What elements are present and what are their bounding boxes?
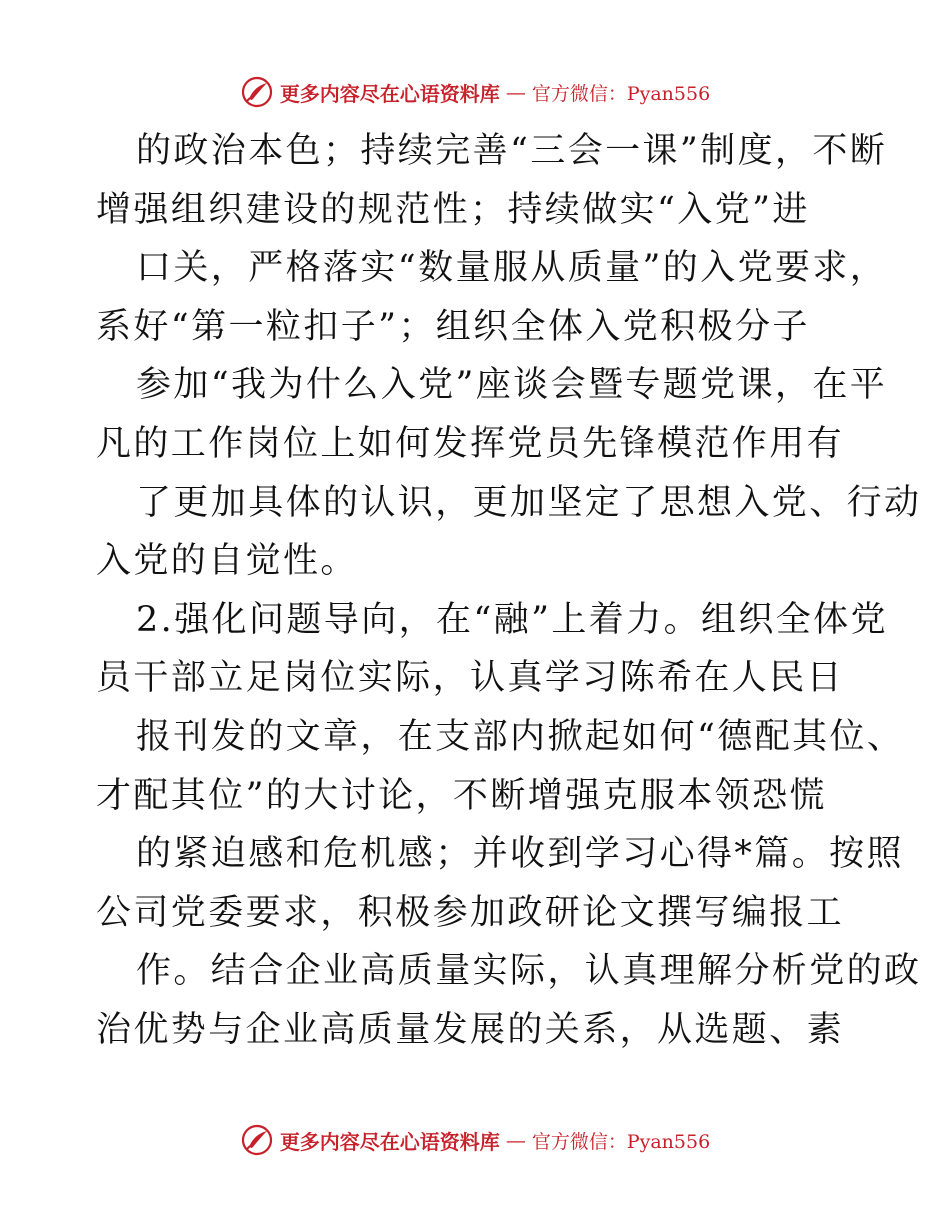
text-line: 增强组织建设的规范性；持续做实“入党”进 [96,189,810,230]
footer-banner-separator: — [505,1128,526,1152]
header-banner-separator: — [505,80,526,104]
text-line: 员干部立足岗位实际，认真学习陈希在人民日 [96,658,845,699]
text-line: 口关，严格落实“数量服从质量”的入党要求， [136,248,888,289]
footer-banner-text: 更多内容尽在心语资料库 [279,1129,500,1154]
text-line: 了更加具体的认识，更加坚定了思想入党、行动 [136,482,922,523]
text-line: 治优势与企业高质量发展的关系，从选题、素 [96,1009,845,1050]
text-line: 才配其位”的大讨论，不断增强克服本领恐慌 [96,775,827,816]
text-line: 2.强化问题导向，在“融”上着力。组织全体党 [136,599,888,640]
text-line: 凡的工作岗位上如何发挥党员先锋模范作用有 [96,423,845,464]
text-line: 系好“第一粒扣子”；组织全体入党积极分子 [96,306,810,347]
text-line: 入党的自觉性。 [96,541,358,582]
text-line: 公司党委要求，积极参加政研论文撰写编报工 [96,892,845,933]
header-banner-text: 更多内容尽在心语资料库 [279,81,500,106]
pen-circle-logo-icon [240,1123,274,1157]
text-line: 的紧迫感和危机感；并收到学习心得*篇。按照 [136,834,904,875]
text-line: 参加“我为什么入党”座谈会暨专题党课，在平 [136,365,888,406]
footer-banner-contact: 官方微信：Pyan556 [531,1130,711,1153]
text-line: 的政治本色；持续完善“三会一课”制度，不断 [136,131,888,171]
text-line: 报刊发的文章，在支部内掀起如何“德配其位、 [136,716,905,757]
footer-banner [0,1120,950,1160]
header-banner-contact: 官方微信：Pyan556 [531,82,711,105]
body-text [96,122,922,1060]
text-line: 作。结合企业高质量实际，认真理解分析党的政 [136,951,922,992]
header-banner [0,72,950,112]
pen-circle-logo-icon [240,75,274,109]
